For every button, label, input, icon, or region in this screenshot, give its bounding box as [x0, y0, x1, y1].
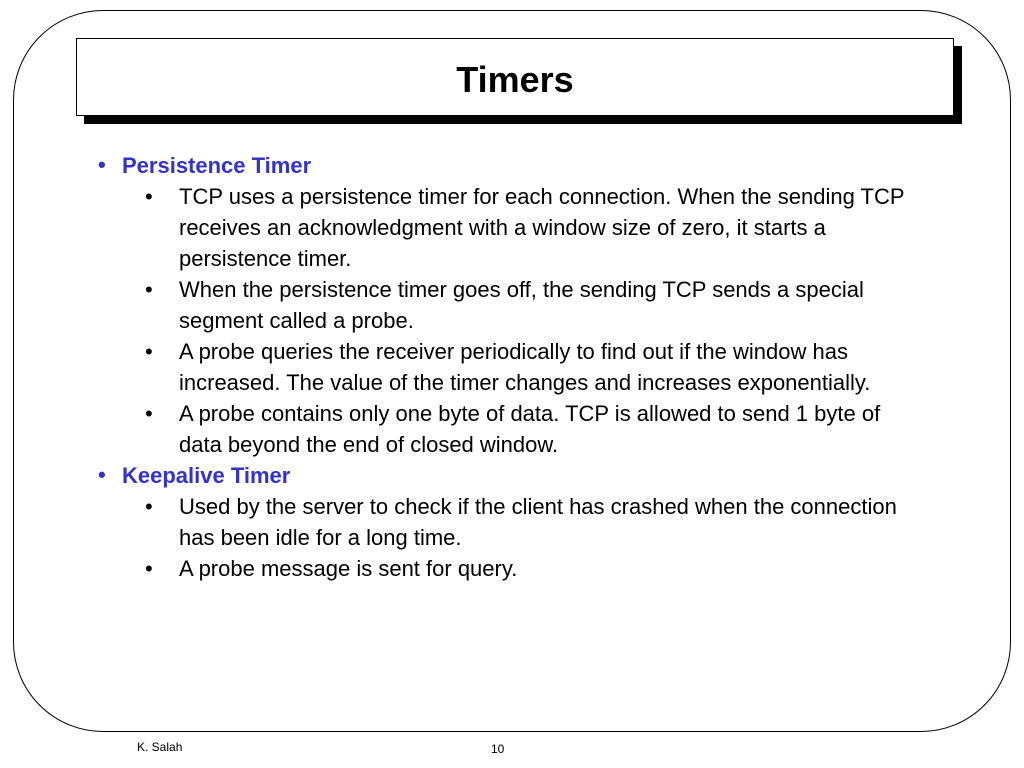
list-item-text: A probe message is sent for query. — [179, 556, 518, 581]
bullet-icon: • — [145, 277, 153, 302]
section-heading-persistence — [96, 150, 926, 181]
section-heading-label: Keepalive Timer — [122, 463, 291, 488]
slide-title: Timers — [456, 59, 574, 100]
list-item-text: A probe contains only one byte of data. TCP is allowed to send 1 byte of data beyond the end of closed window. — [179, 401, 881, 457]
bullet-icon: • — [98, 152, 106, 177]
list-item-text: Used by the server to check if the client has crashed when the connection has been idle for a long time. — [179, 494, 897, 550]
footer-author: K. Salah — [137, 740, 183, 754]
bullet-icon: • — [98, 462, 106, 487]
list-item — [96, 398, 926, 460]
section-heading-keepalive — [96, 460, 926, 491]
bullet-icon: • — [145, 184, 153, 209]
list-item — [96, 274, 926, 336]
list-item-text: A probe queries the receiver periodically to find out if the window has increased. The value of the timer changes and increases exponentially. — [179, 339, 871, 395]
bullet-icon: • — [145, 556, 153, 581]
bullet-icon: • — [145, 494, 153, 519]
slide-content — [96, 150, 926, 584]
list-item — [96, 181, 926, 274]
bullet-icon: • — [145, 339, 153, 364]
list-item — [96, 553, 926, 584]
footer-page-number: 10 — [491, 742, 505, 756]
list-item-text: TCP uses a persistence timer for each connection. When the sending TCP receives an acknowledgment with a window size of zero, it starts a persistence timer. — [179, 184, 905, 271]
bullet-icon: • — [145, 401, 153, 426]
list-item — [96, 336, 926, 398]
section-heading-label: Persistence Timer — [122, 153, 312, 178]
title-box — [76, 38, 954, 116]
list-item — [96, 491, 926, 553]
list-item-text: When the persistence timer goes off, the sending TCP sends a special segment called a probe. — [179, 277, 864, 333]
